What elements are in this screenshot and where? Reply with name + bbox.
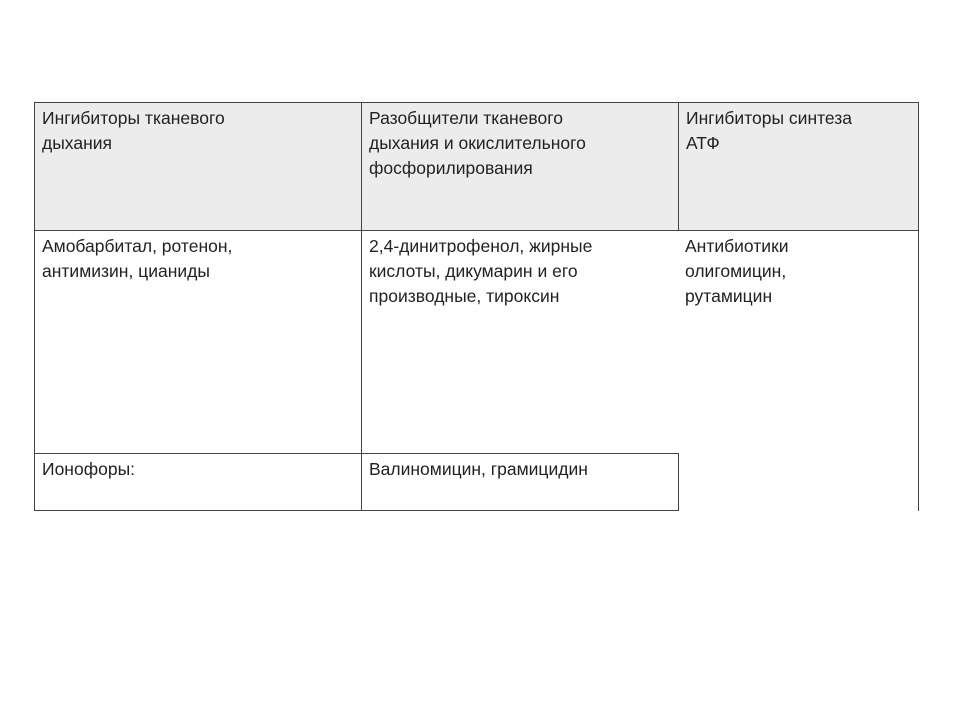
cell-text-line: Валиномицин, грамицидин: [369, 459, 588, 479]
header-cell-uncouplers: [361, 102, 679, 231]
header-cell-respiration-inhibitors: [34, 102, 362, 231]
cell-text-line: Ионофоры:: [42, 459, 136, 479]
cell-text-line: кислоты, дикумарин и его: [369, 261, 578, 281]
header-text-line: фосфорилирования: [369, 158, 533, 178]
cell-text-line: рутамицин: [685, 286, 773, 306]
header-text-line: дыхания: [42, 133, 112, 153]
table-cell-uncouplers-list: [361, 230, 679, 454]
header-text-line: Разобщители тканевого: [369, 108, 563, 128]
cell-text-line: Амобарбитал, ротенон,: [42, 236, 233, 256]
header-text-line: Ингибиторы тканевого: [42, 108, 225, 128]
cell-text-line: олигомицин,: [685, 261, 787, 281]
table-cell-atp-inhibitors-list: [678, 230, 919, 511]
table-cell-ionophores-list: [361, 453, 679, 511]
header-text-line: Ингибиторы синтеза: [686, 108, 853, 128]
table-cell-ionophores-label: [34, 453, 362, 511]
table-cell-respiration-inhibitors-list: [34, 230, 362, 454]
cell-text-line: 2,4-динитрофенол, жирные: [369, 236, 593, 256]
cell-text-line: антимизин, цианиды: [42, 261, 210, 281]
header-cell-atp-synthesis-inhibitors: [678, 102, 919, 231]
header-text-line: АТФ: [686, 133, 720, 153]
header-text-line: дыхания и окислительного: [369, 133, 586, 153]
cell-text-line: производные, тироксин: [369, 286, 560, 306]
cell-text-line: Антибиотики: [685, 236, 789, 256]
